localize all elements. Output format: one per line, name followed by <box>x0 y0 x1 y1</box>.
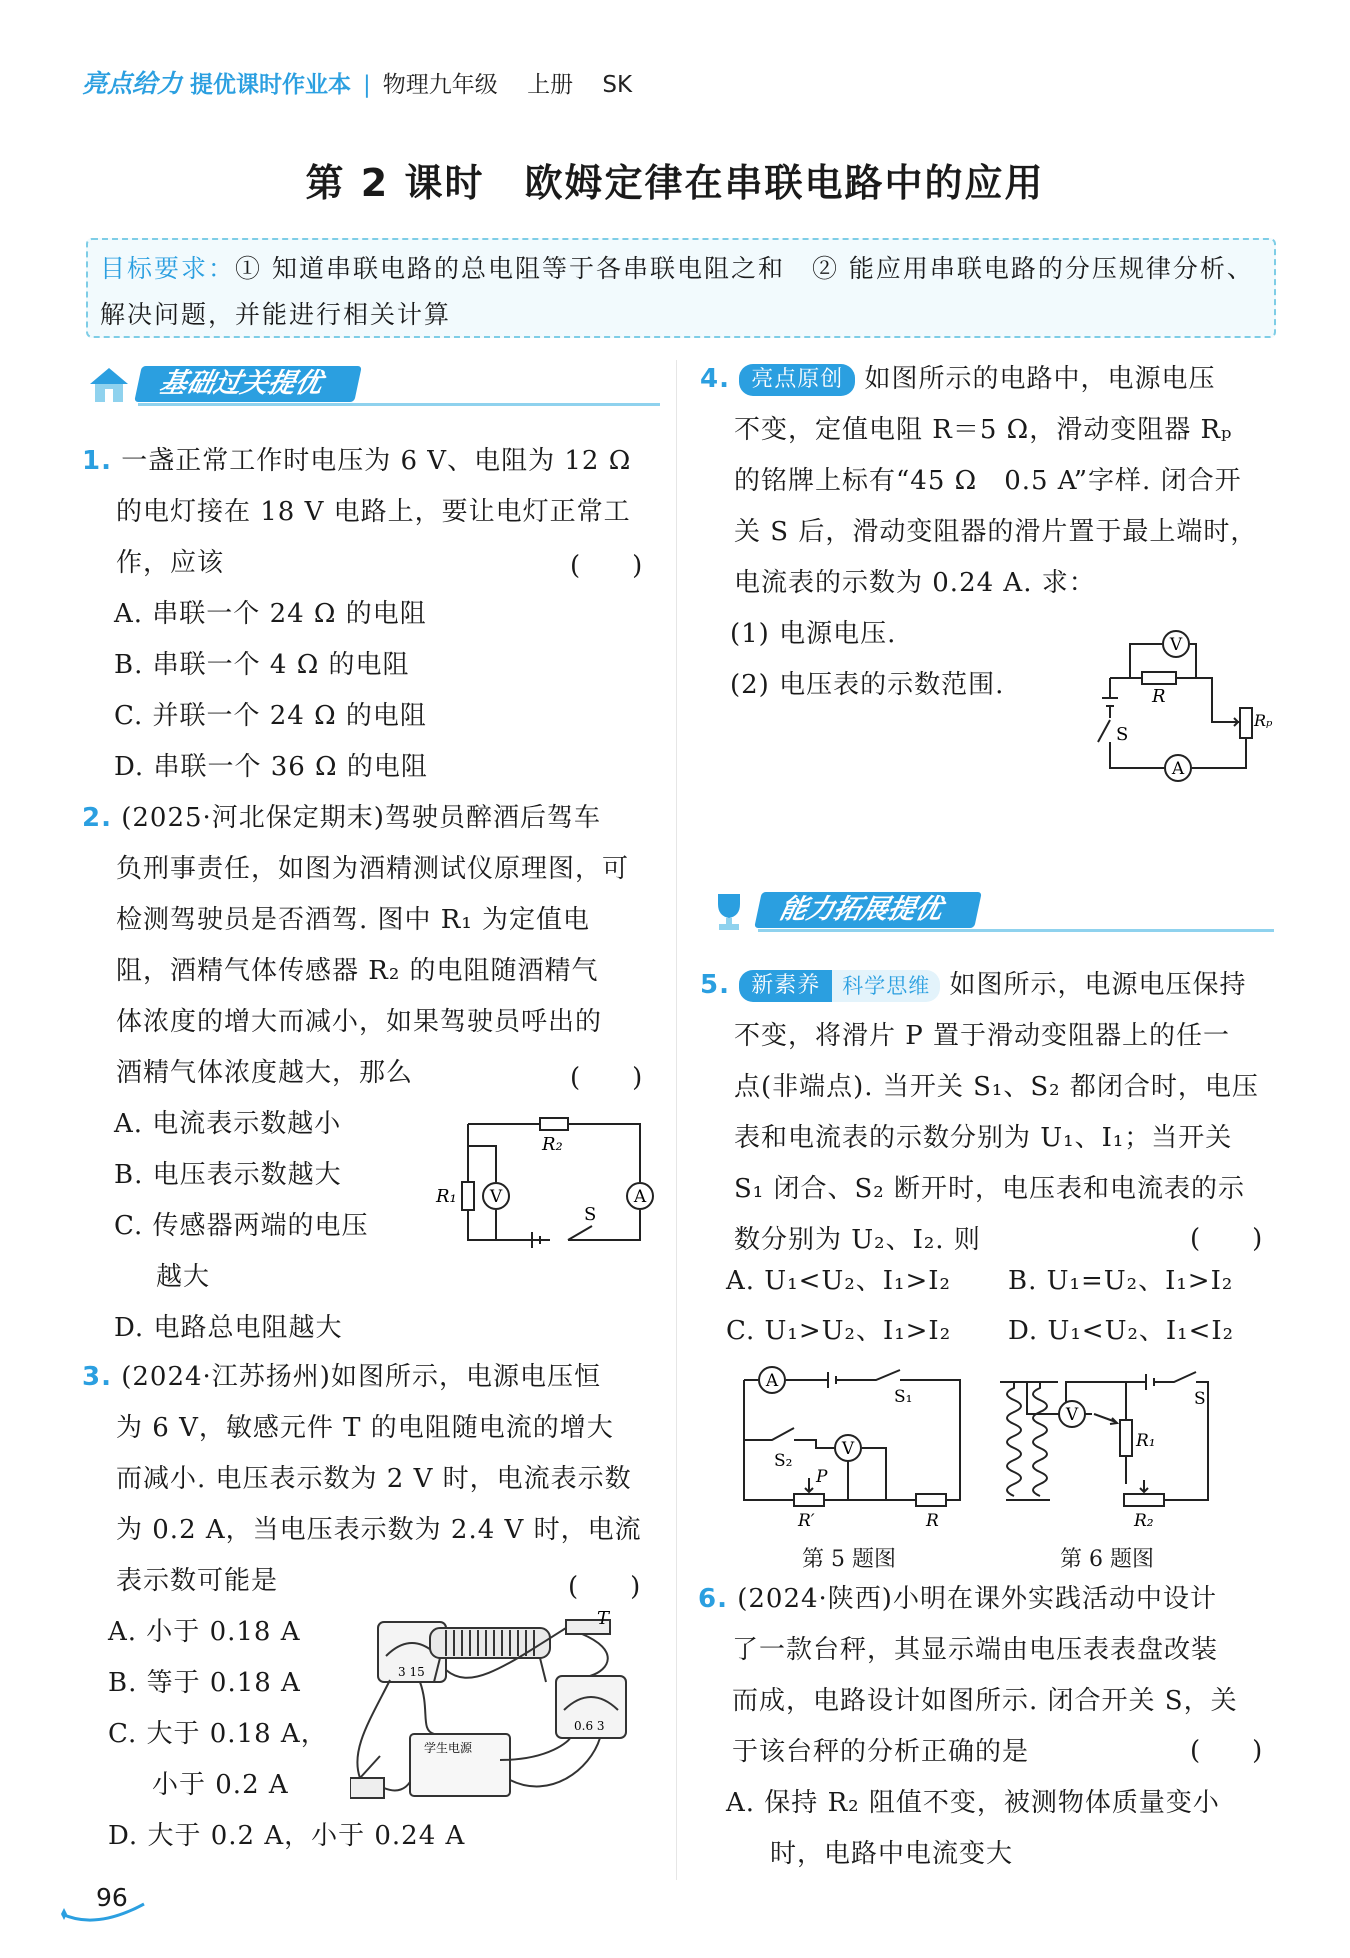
q2-line: 体浓度的增大而减小，如果驾驶员呼出的 <box>116 1007 603 1037</box>
q5-option-c: C. U₁>U₂、I₁>I₂ <box>726 1316 952 1346</box>
q4-sub-2: (2) 电压表的示数范围. <box>730 670 1005 700</box>
q5-option-d: D. U₁<U₂、I₁<I₂ <box>1008 1316 1235 1346</box>
q5-answer-paren: ( ) <box>1190 1224 1263 1254</box>
q2-option-d: D. 电路总电阻越大 <box>114 1313 343 1343</box>
q5-circuit-diagram <box>736 1360 972 1530</box>
goal-label: 目标要求： <box>100 254 236 283</box>
brand-logo: 亮点给力 <box>82 69 183 98</box>
q5-line: 如图所示，电源电压保持 <box>949 970 1247 1000</box>
q1-option-a: A. 串联一个 24 Ω 的电阻 <box>114 599 427 629</box>
q2-option-a: A. 电流表示数越小 <box>114 1109 342 1139</box>
q2-circuit-diagram <box>432 1110 662 1260</box>
q3-meter2-scale: 0.6 3 <box>574 1719 605 1733</box>
q1-option-b: B. 串联一个 4 Ω 的电阻 <box>114 650 410 680</box>
q5-voltmeter-label: V <box>841 1439 855 1459</box>
q5-s1-label: S₁ <box>894 1387 913 1407</box>
q2-option-b: B. 电压表示数越大 <box>114 1160 342 1190</box>
section-rule <box>758 929 1274 932</box>
page-number: 96 <box>96 1883 128 1912</box>
q5-slider-p-label: P <box>816 1467 828 1487</box>
q4-original-tag: 亮点原创 <box>739 364 855 396</box>
q2-line: 阻，酒精气体传感器 R₂ 的电阻随酒精气 <box>116 956 599 986</box>
q4-voltmeter-label: V <box>1169 635 1183 655</box>
q1-line: 的电灯接在 18 V 电路上，要让电灯正常工 <box>116 497 631 527</box>
q3-answer-paren: ( ) <box>568 1572 641 1602</box>
q4-circuit-diagram <box>1080 622 1280 782</box>
q2-voltmeter-label: V <box>489 1187 503 1207</box>
q4-line: 如图所示的电路中，电源电压 <box>864 364 1216 394</box>
q6-option-a: A. 保持 R₂ 阻值不变，被测物体质量变小 <box>726 1788 1220 1818</box>
section-advanced-header <box>706 888 1274 932</box>
q3-line: (2024·江苏扬州)如图所示，电源电压恒 <box>121 1362 601 1392</box>
q3-element-t-label: T <box>597 1610 610 1629</box>
q1-number: 1. <box>82 446 112 476</box>
q3-option-a: A. 小于 0.18 A <box>108 1617 301 1647</box>
q6-line: (2024·陕西)小明在课外实践活动中设计 <box>737 1584 1217 1614</box>
q2-option-c-cont: 越大 <box>156 1262 211 1292</box>
q5-ammeter-label: A <box>765 1371 779 1391</box>
q4-line: 关 S 后，滑动变阻器的滑片置于最上端时， <box>734 517 1258 547</box>
q2-option-c: C. 传感器两端的电压 <box>114 1211 369 1241</box>
q5-number: 5. <box>700 970 730 1000</box>
q2-switch-label: S <box>584 1204 597 1225</box>
q6-answer-paren: ( ) <box>1190 1736 1263 1766</box>
q2-ammeter-label: A <box>633 1187 647 1207</box>
q4-ammeter-label: A <box>1171 759 1185 779</box>
q5-r-label: R <box>926 1511 939 1530</box>
q2-line: (2025·河北保定期末)驾驶员醉酒后驾车 <box>121 803 601 833</box>
q6-option-a-cont: 时，电路中电流变大 <box>770 1839 1014 1869</box>
question-6 <box>698 1574 1282 1880</box>
q2-line: 酒精气体浓度越大，那么 <box>116 1058 414 1088</box>
q6-switch-label: S <box>1194 1389 1206 1409</box>
section-advanced-title: 能力拓展提优 <box>754 892 982 928</box>
q4-line: 电流表的示数为 0.24 A. 求： <box>734 568 1096 598</box>
q2-line: 检测驾驶员是否酒驾. 图中 R₁ 为定值电 <box>116 905 591 935</box>
q3-option-b: B. 等于 0.18 A <box>108 1668 301 1698</box>
q4-sub-1: (1) 电源电压. <box>730 619 897 649</box>
house-icon <box>86 362 132 406</box>
section-rule <box>138 403 660 406</box>
q3-option-c: C. 大于 0.18 A， <box>108 1719 328 1749</box>
q1-answer-paren: ( ) <box>570 551 643 581</box>
q6-r2-label: R₂ <box>1134 1511 1154 1530</box>
q5-literacy-tag: 新素养 <box>739 970 832 1002</box>
q2-r2-label: R₂ <box>542 1134 563 1155</box>
series-name: 提优课时作业本 <box>190 72 352 98</box>
q6-line: 而成，电路设计如图所示. 闭合开关 S，关 <box>732 1686 1238 1716</box>
q5-line: 数分别为 U₂、I₂. 则 <box>734 1225 981 1255</box>
q5-line: 点(非端点). 当开关 S₁、S₂ 都闭合时，电压 <box>734 1072 1259 1102</box>
q5-line: S₁ 闭合、S₂ 断开时，电压表和电流表的示 <box>734 1174 1245 1204</box>
q3-line: 表示数可能是 <box>116 1566 279 1596</box>
q5-thinking-tag: 科学思维 <box>832 970 940 1002</box>
q5-figure-caption: 第 5 题图 <box>802 1547 896 1572</box>
q3-power-supply-label: 学生电源 <box>424 1741 473 1755</box>
subject: 物理九年级 <box>382 72 498 98</box>
q6-line: 了一款台秤，其显示端由电压表表盘改装 <box>732 1635 1219 1665</box>
goal-body: ① 知道串联电路的总电阻等于各串联电阻之和 ② 能应用串联电路的分压规律分析、解决问题，并能进行相关计算 <box>100 254 1254 329</box>
volume: 上册 <box>527 72 574 98</box>
q5-s2-label: S₂ <box>774 1451 793 1471</box>
header-separator: | <box>363 72 371 98</box>
q2-line: 负刑事责任，如图为酒精测试仪原理图，可 <box>116 854 630 884</box>
q1-option-c: C. 并联一个 24 Ω 的电阻 <box>114 701 427 731</box>
q3-line: 而减小. 电压表示数为 2 V 时，电流表示数 <box>116 1464 632 1494</box>
q4-r-label: R <box>1152 686 1166 707</box>
q3-number: 3. <box>82 1362 112 1392</box>
q6-r1-label: R₁ <box>1136 1431 1156 1451</box>
q3-meter1-scale: 3 15 <box>398 1665 425 1679</box>
goal-text <box>100 246 1260 338</box>
trophy-icon <box>706 888 752 932</box>
q2-r1-label: R₁ <box>436 1186 457 1207</box>
column-divider <box>676 360 677 1880</box>
section-basic-header <box>86 362 660 406</box>
q3-apparatus-illustration <box>350 1610 665 1820</box>
q1-line: 作，应该 <box>116 548 225 578</box>
q3-option-c-cont: 小于 0.2 A <box>152 1770 289 1800</box>
q6-number: 6. <box>698 1584 728 1614</box>
section-basic-title: 基础过关提优 <box>134 366 362 402</box>
q4-rp-label: Rₚ <box>1254 711 1273 730</box>
q3-option-d: D. 大于 0.2 A，小于 0.24 A <box>108 1821 466 1851</box>
q1-option-d: D. 串联一个 36 Ω 的电阻 <box>114 752 428 782</box>
q3-line: 为 0.2 A，当电压表示数为 2.4 V 时，电流 <box>116 1515 642 1545</box>
q1-line: 一盏正常工作时电压为 6 V、电阻为 12 Ω <box>121 446 632 476</box>
q5-option-a: A. U₁<U₂、I₁>I₂ <box>726 1266 951 1296</box>
edition: SK <box>602 72 633 98</box>
q4-line: 不变，定值电阻 R＝5 Ω，滑动变阻器 Rₚ <box>734 415 1233 445</box>
q5-line: 表和电流表的示数分别为 U₁、I₁；当开关 <box>734 1123 1233 1153</box>
q2-answer-paren: ( ) <box>570 1063 643 1093</box>
page-title: 第 2 课时 欧姆定律在串联电路中的应用 <box>305 161 1045 205</box>
q4-switch-label: S <box>1116 724 1129 745</box>
q4-line: 的铭牌上标有“45 Ω 0.5 A”字样. 闭合开 <box>734 466 1242 496</box>
q6-figure-caption: 第 6 题图 <box>1060 1547 1154 1572</box>
q4-number: 4. <box>700 364 730 394</box>
running-header <box>82 64 632 100</box>
q5-line: 不变，将滑片 P 置于滑动变阻器上的任一 <box>734 1021 1231 1051</box>
q5-rheostat-label: R′ <box>798 1511 815 1530</box>
question-1 <box>82 436 662 793</box>
q3-line: 为 6 V，敏感元件 T 的电阻随电流的增大 <box>116 1413 614 1443</box>
q5-option-b: B. U₁=U₂、I₁>I₂ <box>1008 1266 1234 1296</box>
q2-number: 2. <box>82 803 112 833</box>
q6-circuit-diagram <box>996 1360 1232 1530</box>
q6-voltmeter-label: V <box>1065 1405 1079 1425</box>
q6-line: 于该台秤的分析正确的是 <box>732 1737 1030 1767</box>
